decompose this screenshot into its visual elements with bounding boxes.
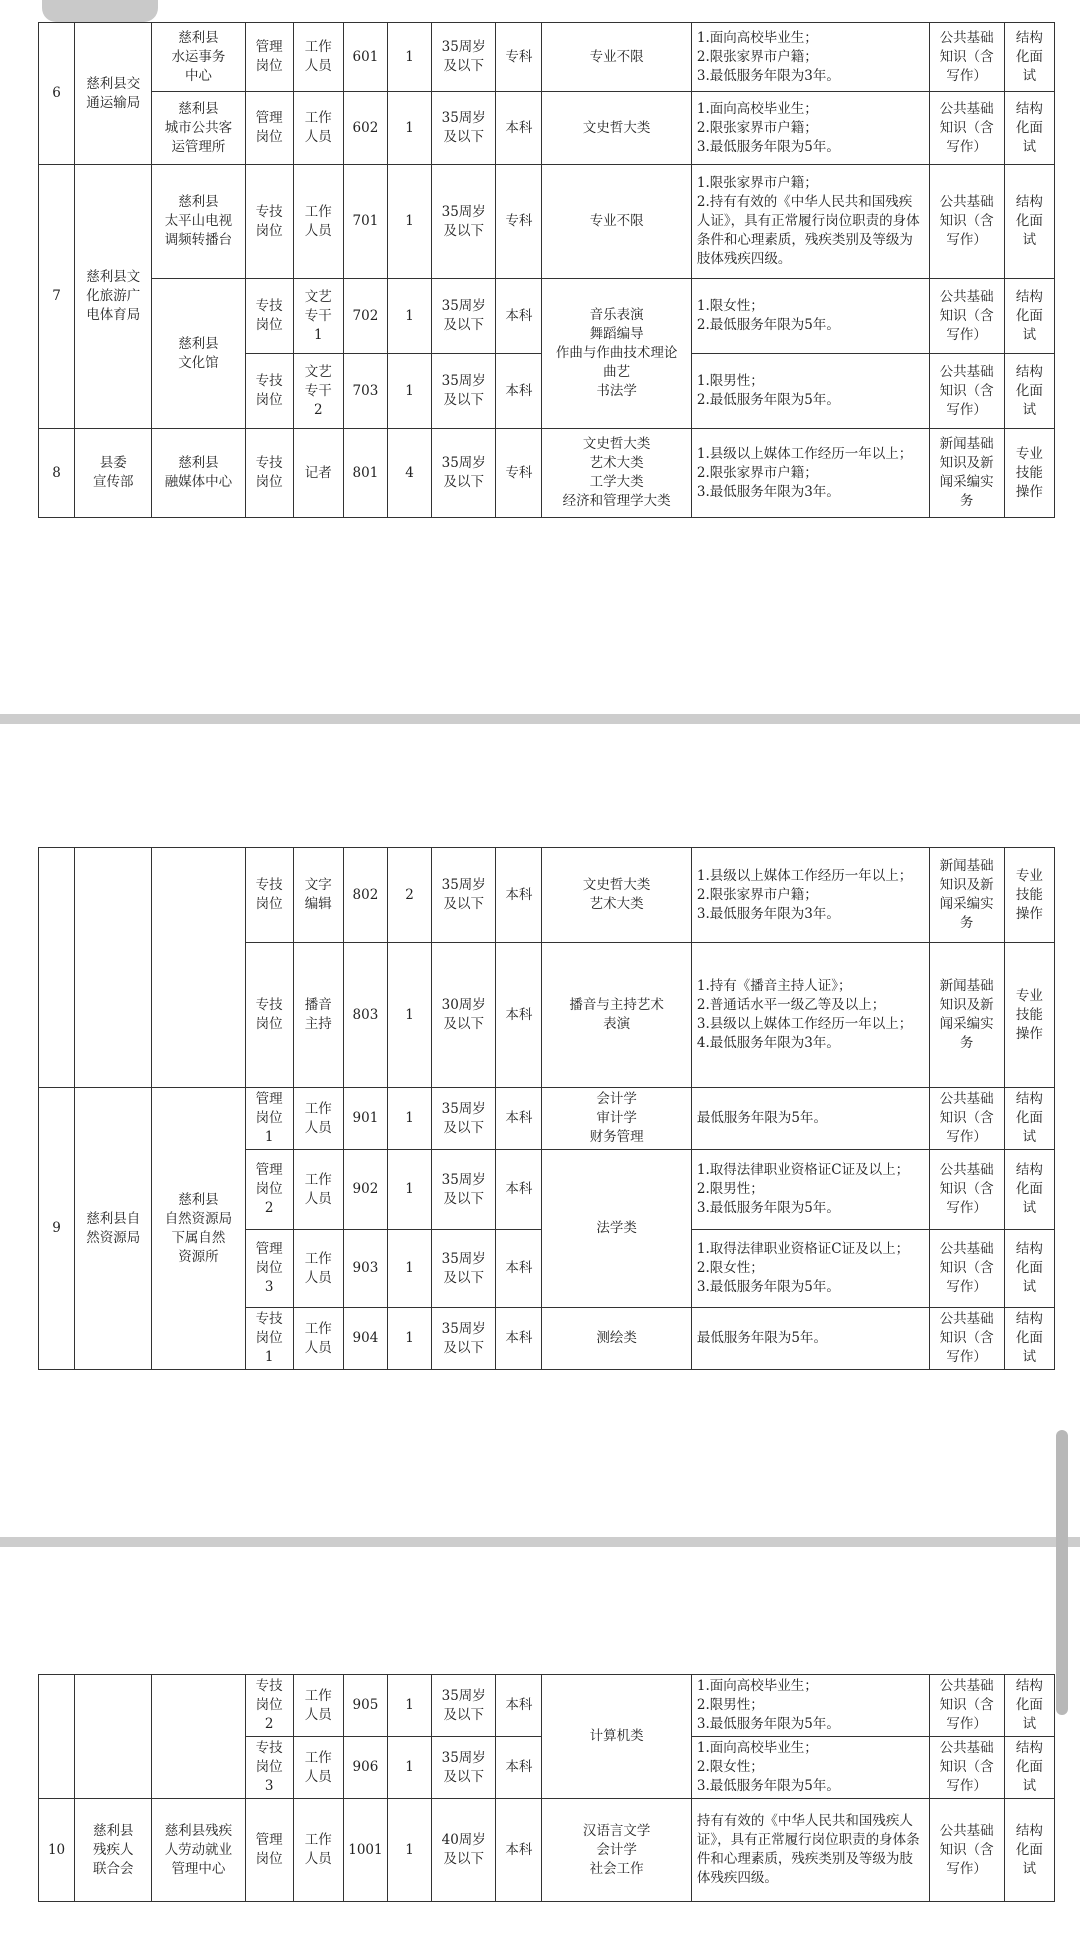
cell-code: 802 (343, 848, 387, 943)
cell-req: 1.持有《播音主持人证》； 2.普通话水平一级乙等及以上； 3.县级以上媒体工作经历一年以上； 4.最低服务年限为3年。 (691, 943, 929, 1088)
cell-exam2: 结构 化面 试 (1004, 1088, 1054, 1150)
cell-major: 会计学 审计学 财务管理 (542, 1088, 691, 1150)
cell-major: 测绘类 (542, 1308, 691, 1370)
cell-age: 35周岁 及以下 (432, 1088, 496, 1150)
cell-edu: 本科 (496, 848, 542, 943)
cell-dept (75, 848, 152, 1088)
cell-post: 工作 人员 (293, 92, 343, 165)
table-row (39, 848, 1055, 943)
cell-edu: 本科 (496, 279, 542, 354)
table-row (39, 23, 1055, 92)
cell-num: 4 (387, 429, 431, 518)
cell-post: 记者 (293, 429, 343, 518)
cell-req: 1.面向高校毕业生； 2.限男性； 3.最低服务年限为5年。 (691, 1675, 929, 1737)
cell-no (39, 848, 75, 1088)
cell-post: 文艺 专干 1 (293, 279, 343, 354)
cell-edu: 本科 (496, 1150, 542, 1230)
cell-post: 工作 人员 (293, 1675, 343, 1737)
table-row (39, 1675, 1055, 1737)
cell-num: 1 (387, 1230, 431, 1308)
cell-age: 35周岁 及以下 (432, 1230, 496, 1308)
cell-post: 工作 人员 (293, 1230, 343, 1308)
cell-dept: 慈利县自 然资源局 (75, 1088, 152, 1370)
cell-req: 1.面向高校毕业生； 2.限张家界市户籍； 3.最低服务年限为3年。 (691, 23, 929, 92)
cell-exam1: 新闻基础 知识及新 闻采编实 务 (929, 943, 1004, 1088)
cell-post: 工作 人员 (293, 1737, 343, 1799)
cell-num: 1 (387, 279, 431, 354)
cell-post: 工作 人员 (293, 23, 343, 92)
cell-type: 管理 岗位 1 (245, 1088, 293, 1150)
cell-post: 工作 人员 (293, 1799, 343, 1902)
cell-age: 35周岁 及以下 (432, 354, 496, 429)
cell-edu: 本科 (496, 1675, 542, 1737)
cell-type: 管理 岗位 (245, 23, 293, 92)
cell-post: 文艺 专干 2 (293, 354, 343, 429)
cell-req: 最低服务年限为5年。 (691, 1308, 929, 1370)
cell-exam2: 专业 技能 操作 (1004, 429, 1054, 518)
cell-major: 汉语言文学 会计学 社会工作 (542, 1799, 691, 1902)
cell-code: 602 (343, 92, 387, 165)
cell-type: 专技 岗位 (245, 354, 293, 429)
cell-type: 专技 岗位 (245, 165, 293, 279)
cell-req: 1.面向高校毕业生； 2.限女性； 3.最低服务年限为5年。 (691, 1737, 929, 1799)
cell-age: 35周岁 及以下 (432, 23, 496, 92)
cell-age: 40周岁 及以下 (432, 1799, 496, 1902)
page-separator (0, 714, 1080, 724)
recruitment-table-page-2 (38, 847, 1055, 1370)
cell-num: 1 (387, 1799, 431, 1902)
cell-type: 专技 岗位 (245, 848, 293, 943)
cell-unit: 慈利县残疾 人劳动就业 管理中心 (152, 1799, 245, 1902)
table-row (39, 92, 1055, 165)
cell-exam2: 结构 化面 试 (1004, 1675, 1054, 1737)
cell-dept: 慈利县 残疾人 联合会 (75, 1799, 152, 1902)
cell-req: 1.县级以上媒体工作经历一年以上； 2.限张家界市户籍； 3.最低服务年限为3年。 (691, 429, 929, 518)
cell-type: 专技 岗位 1 (245, 1308, 293, 1370)
cell-edu: 本科 (496, 92, 542, 165)
cell-age: 35周岁 及以下 (432, 1150, 496, 1230)
table-row (39, 429, 1055, 518)
cell-major: 专业不限 (542, 23, 691, 92)
cell-req: 1.取得法律职业资格证C证及以上； 2.限男性； 3.最低服务年限为5年。 (691, 1150, 929, 1230)
cell-exam1: 公共基础 知识（含 写作） (929, 165, 1004, 279)
cell-edu: 本科 (496, 1737, 542, 1799)
cell-dept: 慈利县文 化旅游广 电体育局 (75, 165, 152, 429)
cell-edu: 本科 (496, 1230, 542, 1308)
cell-req: 最低服务年限为5年。 (691, 1088, 929, 1150)
page-separator (0, 1537, 1080, 1547)
cell-type: 专技 岗位 3 (245, 1737, 293, 1799)
cell-exam2: 结构 化面 试 (1004, 165, 1054, 279)
cell-age: 35周岁 及以下 (432, 848, 496, 943)
cell-unit (152, 848, 245, 1088)
top-tab-handle (42, 0, 158, 22)
cell-code: 701 (343, 165, 387, 279)
cell-code: 904 (343, 1308, 387, 1370)
cell-exam1: 公共基础 知识（含 写作） (929, 1737, 1004, 1799)
cell-exam1: 公共基础 知识（含 写作） (929, 279, 1004, 354)
cell-code: 905 (343, 1675, 387, 1737)
cell-age: 35周岁 及以下 (432, 429, 496, 518)
table-row (39, 1799, 1055, 1902)
cell-code: 902 (343, 1150, 387, 1230)
cell-edu: 本科 (496, 354, 542, 429)
cell-unit (152, 1675, 245, 1799)
cell-no (39, 1675, 75, 1799)
cell-post: 工作 人员 (293, 1088, 343, 1150)
scrollbar-thumb[interactable] (1056, 1430, 1068, 1715)
cell-exam1: 公共基础 知识（含 写作） (929, 1230, 1004, 1308)
cell-type: 管理 岗位 2 (245, 1150, 293, 1230)
cell-post: 文字 编辑 (293, 848, 343, 943)
cell-code: 702 (343, 279, 387, 354)
cell-exam2: 结构 化面 试 (1004, 1737, 1054, 1799)
cell-num: 1 (387, 354, 431, 429)
cell-dept (75, 1675, 152, 1799)
cell-edu: 本科 (496, 1799, 542, 1902)
cell-age: 35周岁 及以下 (432, 279, 496, 354)
table-row (39, 279, 1055, 354)
cell-exam1: 公共基础 知识（含 写作） (929, 1088, 1004, 1150)
cell-exam1: 公共基础 知识（含 写作） (929, 1308, 1004, 1370)
cell-exam1: 新闻基础 知识及新 闻采编实 务 (929, 429, 1004, 518)
cell-type: 专技 岗位 (245, 279, 293, 354)
cell-unit: 慈利县 文化馆 (152, 279, 245, 429)
cell-code: 1001 (343, 1799, 387, 1902)
cell-no: 10 (39, 1799, 75, 1902)
cell-exam2: 结构 化面 试 (1004, 1308, 1054, 1370)
cell-post: 工作 人员 (293, 1308, 343, 1370)
cell-unit: 慈利县 自然资源局 下属自然 资源所 (152, 1088, 245, 1370)
cell-num: 1 (387, 1088, 431, 1150)
cell-exam1: 公共基础 知识（含 写作） (929, 354, 1004, 429)
cell-major: 播音与主持艺术 表演 (542, 943, 691, 1088)
cell-exam1: 新闻基础 知识及新 闻采编实 务 (929, 848, 1004, 943)
cell-edu: 本科 (496, 1308, 542, 1370)
cell-req: 1.限男性； 2.最低服务年限为5年。 (691, 354, 929, 429)
recruitment-table-page-3 (38, 1674, 1055, 1902)
cell-num: 1 (387, 23, 431, 92)
cell-code: 601 (343, 23, 387, 92)
cell-exam2: 结构 化面 试 (1004, 354, 1054, 429)
cell-dept: 慈利县交 通运输局 (75, 23, 152, 165)
cell-num: 1 (387, 1737, 431, 1799)
cell-age: 35周岁 及以下 (432, 165, 496, 279)
cell-num: 1 (387, 1675, 431, 1737)
cell-exam1: 公共基础 知识（含 写作） (929, 1675, 1004, 1737)
cell-exam2: 结构 化面 试 (1004, 1150, 1054, 1230)
cell-exam1: 公共基础 知识（含 写作） (929, 1150, 1004, 1230)
cell-exam1: 公共基础 知识（含 写作） (929, 1799, 1004, 1902)
cell-num: 1 (387, 92, 431, 165)
cell-code: 803 (343, 943, 387, 1088)
cell-no: 8 (39, 429, 75, 518)
table-row (39, 1088, 1055, 1150)
cell-code: 703 (343, 354, 387, 429)
cell-num: 1 (387, 1150, 431, 1230)
cell-unit: 慈利县 城市公共客 运管理所 (152, 92, 245, 165)
cell-num: 1 (387, 943, 431, 1088)
cell-major: 文史哲大类 艺术大类 (542, 848, 691, 943)
cell-edu: 本科 (496, 943, 542, 1088)
cell-code: 906 (343, 1737, 387, 1799)
cell-exam2: 结构 化面 试 (1004, 23, 1054, 92)
cell-code: 903 (343, 1230, 387, 1308)
recruitment-table-page-1 (38, 22, 1055, 518)
cell-major: 文史哲大类 (542, 92, 691, 165)
cell-exam2: 专业 技能 操作 (1004, 943, 1054, 1088)
cell-num: 2 (387, 848, 431, 943)
cell-edu: 本科 (496, 1088, 542, 1150)
cell-major: 计算机类 (542, 1675, 691, 1799)
cell-exam1: 公共基础 知识（含 写作） (929, 92, 1004, 165)
cell-post: 工作 人员 (293, 165, 343, 279)
cell-major: 文史哲大类 艺术大类 工学大类 经济和管理学大类 (542, 429, 691, 518)
cell-no: 9 (39, 1088, 75, 1370)
cell-edu: 专科 (496, 23, 542, 92)
cell-type: 管理 岗位 (245, 1799, 293, 1902)
cell-unit: 慈利县 融媒体中心 (152, 429, 245, 518)
cell-unit: 慈利县 水运事务 中心 (152, 23, 245, 92)
cell-req: 1.限女性； 2.最低服务年限为5年。 (691, 279, 929, 354)
cell-req: 1.面向高校毕业生； 2.限张家界市户籍； 3.最低服务年限为5年。 (691, 92, 929, 165)
cell-type: 专技 岗位 (245, 943, 293, 1088)
cell-edu: 专科 (496, 165, 542, 279)
cell-exam1: 公共基础 知识（含 写作） (929, 23, 1004, 92)
cell-code: 901 (343, 1088, 387, 1150)
cell-type: 管理 岗位 (245, 92, 293, 165)
cell-exam2: 结构 化面 试 (1004, 279, 1054, 354)
cell-type: 专技 岗位 (245, 429, 293, 518)
cell-req: 1.限张家界市户籍； 2.持有有效的《中华人民共和国残疾人证》，具有正常履行岗位职责的身体条件和心理素质，残疾类别及等级为肢体残疾四级。 (691, 165, 929, 279)
table-row (39, 165, 1055, 279)
cell-no: 7 (39, 165, 75, 429)
cell-age: 30周岁 及以下 (432, 943, 496, 1088)
cell-major: 专业不限 (542, 165, 691, 279)
cell-no: 6 (39, 23, 75, 165)
cell-req: 持有有效的《中华人民共和国残疾人证》，具有正常履行岗位职责的身体条件和心理素质，残疾类别及等级为肢体残疾四级。 (691, 1799, 929, 1902)
cell-num: 1 (387, 165, 431, 279)
cell-edu: 专科 (496, 429, 542, 518)
cell-type: 管理 岗位 3 (245, 1230, 293, 1308)
cell-req: 1.取得法律职业资格证C证及以上； 2.限女性； 3.最低服务年限为5年。 (691, 1230, 929, 1308)
cell-age: 35周岁 及以下 (432, 1737, 496, 1799)
cell-post: 工作 人员 (293, 1150, 343, 1230)
cell-exam2: 专业 技能 操作 (1004, 848, 1054, 943)
cell-age: 35周岁 及以下 (432, 1675, 496, 1737)
cell-major: 法学类 (542, 1150, 691, 1308)
cell-post: 播音 主持 (293, 943, 343, 1088)
cell-unit: 慈利县 太平山电视 调频转播台 (152, 165, 245, 279)
cell-exam2: 结构 化面 试 (1004, 1230, 1054, 1308)
cell-exam2: 结构 化面 试 (1004, 1799, 1054, 1902)
cell-code: 801 (343, 429, 387, 518)
cell-num: 1 (387, 1308, 431, 1370)
cell-req: 1.县级以上媒体工作经历一年以上； 2.限张家界市户籍； 3.最低服务年限为3年。 (691, 848, 929, 943)
cell-age: 35周岁 及以下 (432, 1308, 496, 1370)
cell-major: 音乐表演 舞蹈编导 作曲与作曲技术理论 曲艺 书法学 (542, 279, 691, 429)
cell-dept: 县委 宣传部 (75, 429, 152, 518)
cell-exam2: 结构 化面 试 (1004, 92, 1054, 165)
cell-age: 35周岁 及以下 (432, 92, 496, 165)
cell-type: 专技 岗位 2 (245, 1675, 293, 1737)
